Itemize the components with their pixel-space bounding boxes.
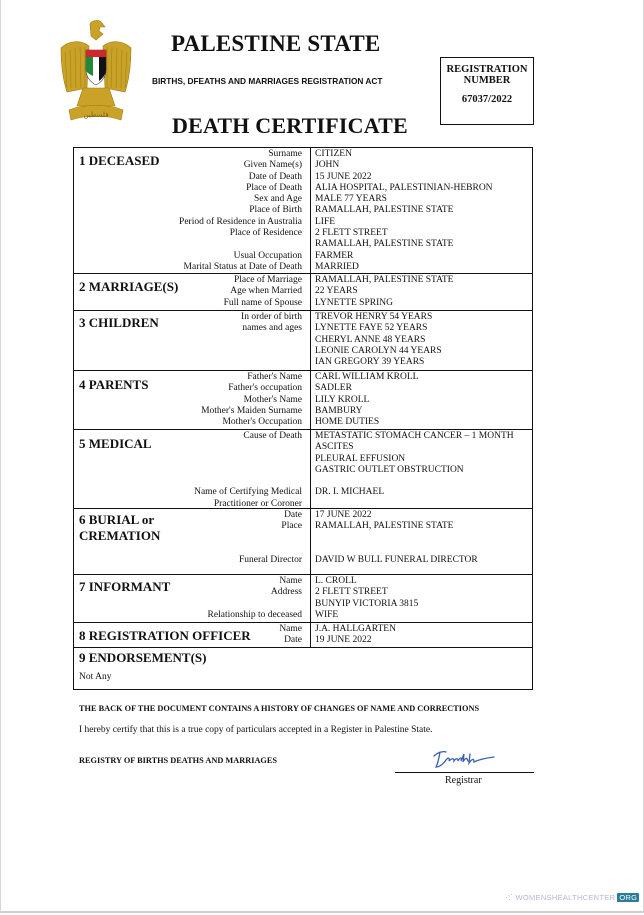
field-label: Father's Name xyxy=(247,372,302,382)
field-value: 17 JUNE 2022 xyxy=(315,510,372,520)
field-labels xyxy=(194,431,302,510)
field-value: METASTATIC STOMACH CANCER – 1 MONTH xyxy=(315,431,514,441)
field-label: Date xyxy=(284,635,302,646)
page-title: PALESTINE STATE xyxy=(171,31,381,56)
field-labels xyxy=(239,510,302,566)
watermark-badge: ORG xyxy=(619,893,638,902)
field-value: RAMALLAH, PALESTINE STATE xyxy=(315,239,454,250)
field-value: CHERYL ANNE 48 YEARS xyxy=(315,334,426,345)
field-label: Mother's Maiden Surname xyxy=(201,405,302,416)
registrar-label: Registrar xyxy=(445,775,482,786)
section-heading: 2 MARRIAGE(S) xyxy=(79,279,179,294)
field-label xyxy=(194,442,302,453)
certificate-form xyxy=(73,147,533,690)
field-label: Name xyxy=(279,576,302,586)
column-divider xyxy=(310,575,311,622)
section-heading: 9 ENDORSEMENT(S) xyxy=(79,650,207,665)
section-deceased xyxy=(74,148,532,274)
field-value: CARL WILLIAM KROLL xyxy=(315,372,419,382)
field-label: Father's occupation xyxy=(228,383,302,394)
svg-text:ﻓﻠﺴﻄﻴﻦ: ﻓﻠﺴﻄﻴﻦ xyxy=(83,111,109,119)
field-value: DR. I. MICHAEL xyxy=(315,487,385,498)
section-heading-line2: CREMATION xyxy=(79,528,161,543)
field-label: Cause of Death xyxy=(243,431,302,441)
endorsement-note: Not Any xyxy=(79,672,112,682)
field-values xyxy=(315,312,442,368)
field-label xyxy=(179,239,302,250)
field-value: CITIZEN xyxy=(315,149,352,159)
field-values xyxy=(315,275,454,309)
field-label: Date xyxy=(284,510,302,520)
field-label: Name xyxy=(279,624,302,634)
section-heading: 3 CHILDREN xyxy=(79,315,159,330)
field-values xyxy=(315,431,514,510)
field-label: Place of Birth xyxy=(249,205,302,216)
field-labels xyxy=(208,576,302,621)
field-label: Mother's Occupation xyxy=(222,417,302,428)
field-value: IAN GREGORY 39 YEARS xyxy=(315,357,425,368)
field-label xyxy=(239,544,302,555)
field-label: Place of Death xyxy=(246,182,302,193)
field-label: Age when Married xyxy=(230,286,302,297)
field-label: Mother's Name xyxy=(243,394,302,405)
field-value: DAVID W BULL FUNERAL DIRECTOR xyxy=(315,555,478,566)
section-marriages xyxy=(74,274,532,311)
section-parents xyxy=(74,371,532,430)
registrar-signature-icon xyxy=(430,746,500,770)
field-value xyxy=(315,476,514,487)
field-value: 2 FLETT STREET xyxy=(315,587,388,598)
palestine-eagle-emblem-icon xyxy=(59,18,133,126)
field-value: LYNETTE SPRING xyxy=(315,297,393,308)
field-label: Relationship to deceased xyxy=(207,609,302,620)
column-divider xyxy=(310,274,311,310)
certificate-title: DEATH CERTIFICATE xyxy=(172,113,408,138)
field-value: 2 FLETT STREET xyxy=(315,228,388,239)
column-divider xyxy=(310,371,311,429)
registration-number-box xyxy=(440,57,534,125)
field-value: LIFE xyxy=(315,216,336,227)
field-label: Sex and Age xyxy=(253,194,302,205)
column-divider xyxy=(310,311,311,370)
field-value: GASTRIC OUTLET OBSTRUCTION xyxy=(315,464,464,475)
signature-line xyxy=(395,772,534,773)
field-label xyxy=(239,533,302,544)
field-value: MALE 77 YEARS xyxy=(315,194,387,205)
section-heading: 8 REGISTRATION OFFICER xyxy=(79,628,251,643)
field-value xyxy=(315,544,478,555)
field-value: 15 JUNE 2022 xyxy=(315,171,372,182)
field-values xyxy=(315,510,478,566)
section-heading: 5 MEDICAL xyxy=(79,436,152,451)
field-value: L. CROLL xyxy=(315,576,357,586)
registry-name: REGISTRY OF BIRTHS DEATHS AND MARRIAGES xyxy=(79,756,278,765)
column-divider xyxy=(310,509,311,574)
field-label xyxy=(194,476,302,487)
registration-act-subtitle: BIRTHS, DFEATHS AND MARRIAGES REGISTRATION ACT xyxy=(152,76,383,86)
section-heading-line1: 6 BURIAL or xyxy=(79,512,155,527)
field-values xyxy=(315,624,396,647)
field-label: Funeral Director xyxy=(238,555,302,566)
field-value: FARMER xyxy=(315,250,354,261)
field-label: Place of Residence xyxy=(229,228,302,239)
watermark xyxy=(505,893,639,902)
field-value: ALIA HOSPITAL, PALESTINIAN-HEBRON xyxy=(315,182,493,193)
section-burial-cremation xyxy=(74,509,532,575)
field-labels xyxy=(279,624,302,647)
field-value: LEONIE CAROLYN 44 YEARS xyxy=(315,345,442,356)
field-label: Place of Marriage xyxy=(233,275,302,285)
field-value: TREVOR HENRY 54 YEARS xyxy=(315,312,433,322)
field-value: PLEURAL EFFUSION xyxy=(315,453,406,464)
field-label: Full name of Spouse xyxy=(223,297,302,308)
field-value: LILY KROLL xyxy=(315,394,370,405)
registration-label-line2: NUMBER xyxy=(463,75,511,86)
section-informant xyxy=(74,575,532,623)
field-label: Surname xyxy=(268,149,302,159)
field-values xyxy=(315,576,418,621)
field-label: Practitioner or Coroner xyxy=(213,498,302,509)
section-heading: 4 PARENTS xyxy=(79,377,149,392)
column-divider xyxy=(310,623,311,647)
field-labels xyxy=(224,275,302,309)
field-value: J.A. HALLGARTEN xyxy=(315,624,396,634)
field-labels xyxy=(201,372,302,428)
field-label: Place xyxy=(281,521,302,532)
field-value: BUNYIP VICTORIA 3815 xyxy=(315,598,419,609)
field-label: Date of Death xyxy=(248,171,302,182)
field-value: RAMALLAH, PALESTINE STATE xyxy=(315,205,454,216)
section-heading xyxy=(79,512,160,544)
section-endorsements xyxy=(74,648,532,689)
field-label: In order of birth xyxy=(241,312,302,322)
dots-logo-icon: ·:˙ xyxy=(505,893,514,902)
field-value: SADLER xyxy=(315,383,352,394)
history-notice: THE BACK OF THE DOCUMENT CONTAINS A HISTORY OF CHANGES OF NAME AND CORRECTIONS xyxy=(79,704,480,713)
column-divider xyxy=(310,430,311,508)
field-label xyxy=(194,454,302,465)
section-registration-officer xyxy=(74,623,532,648)
certification-statement: I hereby certify that this is a true copy of particulars accepted in a Register in Palestine State. xyxy=(79,725,433,735)
field-label xyxy=(194,465,302,476)
registration-label-line1: REGISTRATION xyxy=(446,64,528,75)
registration-number: 67037/2022 xyxy=(461,94,513,105)
column-divider xyxy=(310,148,311,273)
field-label: Period of Residence in Australia xyxy=(179,216,302,227)
field-label: Given Name(s) xyxy=(243,160,302,171)
field-value: RAMALLAH, PALESTINE STATE xyxy=(315,521,454,532)
field-value: RAMALLAH, PALESTINE STATE xyxy=(315,275,454,285)
watermark-text: WOMENSHEALTHCENTER xyxy=(515,893,616,902)
field-label: Marital Status at Date of Death xyxy=(183,261,302,272)
field-label: names and ages xyxy=(242,323,302,334)
field-labels xyxy=(179,149,302,273)
section-children xyxy=(74,311,532,371)
field-value: HOME DUTIES xyxy=(315,417,380,428)
field-value: 22 YEARS xyxy=(315,286,358,297)
field-value: WIFE xyxy=(315,609,339,620)
section-medical xyxy=(74,430,532,509)
field-label: Address xyxy=(270,587,302,598)
field-values xyxy=(315,149,493,273)
field-value: BAMBURY xyxy=(315,405,363,416)
field-value: ASCITES xyxy=(315,442,354,453)
field-value: MARRIED xyxy=(315,261,359,272)
section-heading: 1 DECEASED xyxy=(79,153,160,168)
field-label: Usual Occupation xyxy=(233,250,302,261)
section-heading: 7 INFORMANT xyxy=(79,579,171,594)
field-label: Name of Certifying Medical xyxy=(194,487,302,498)
field-labels xyxy=(241,312,302,335)
field-values xyxy=(315,372,418,428)
field-value: 19 JUNE 2022 xyxy=(315,635,372,646)
field-value: LYNETTE FAYE 52 YEARS xyxy=(315,323,428,334)
field-value xyxy=(315,533,478,544)
field-value: JOHN xyxy=(315,160,340,171)
field-label xyxy=(208,599,302,610)
